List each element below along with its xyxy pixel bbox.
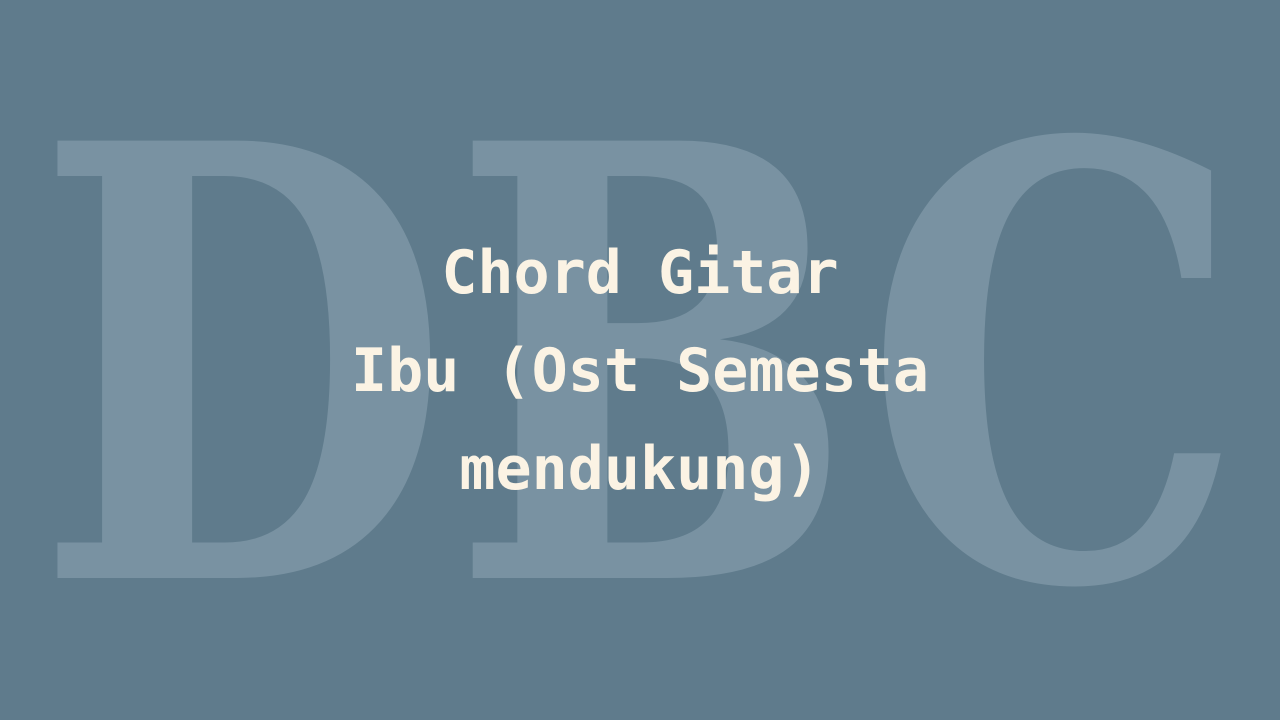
title-line-2: Ibu (Ost Semesta <box>351 336 929 406</box>
title-line-1: Chord Gitar <box>441 238 839 308</box>
title-line-3: mendukung) <box>459 434 821 504</box>
watermark-letters: DBC <box>35 15 1245 720</box>
post-title <box>240 224 1040 518</box>
